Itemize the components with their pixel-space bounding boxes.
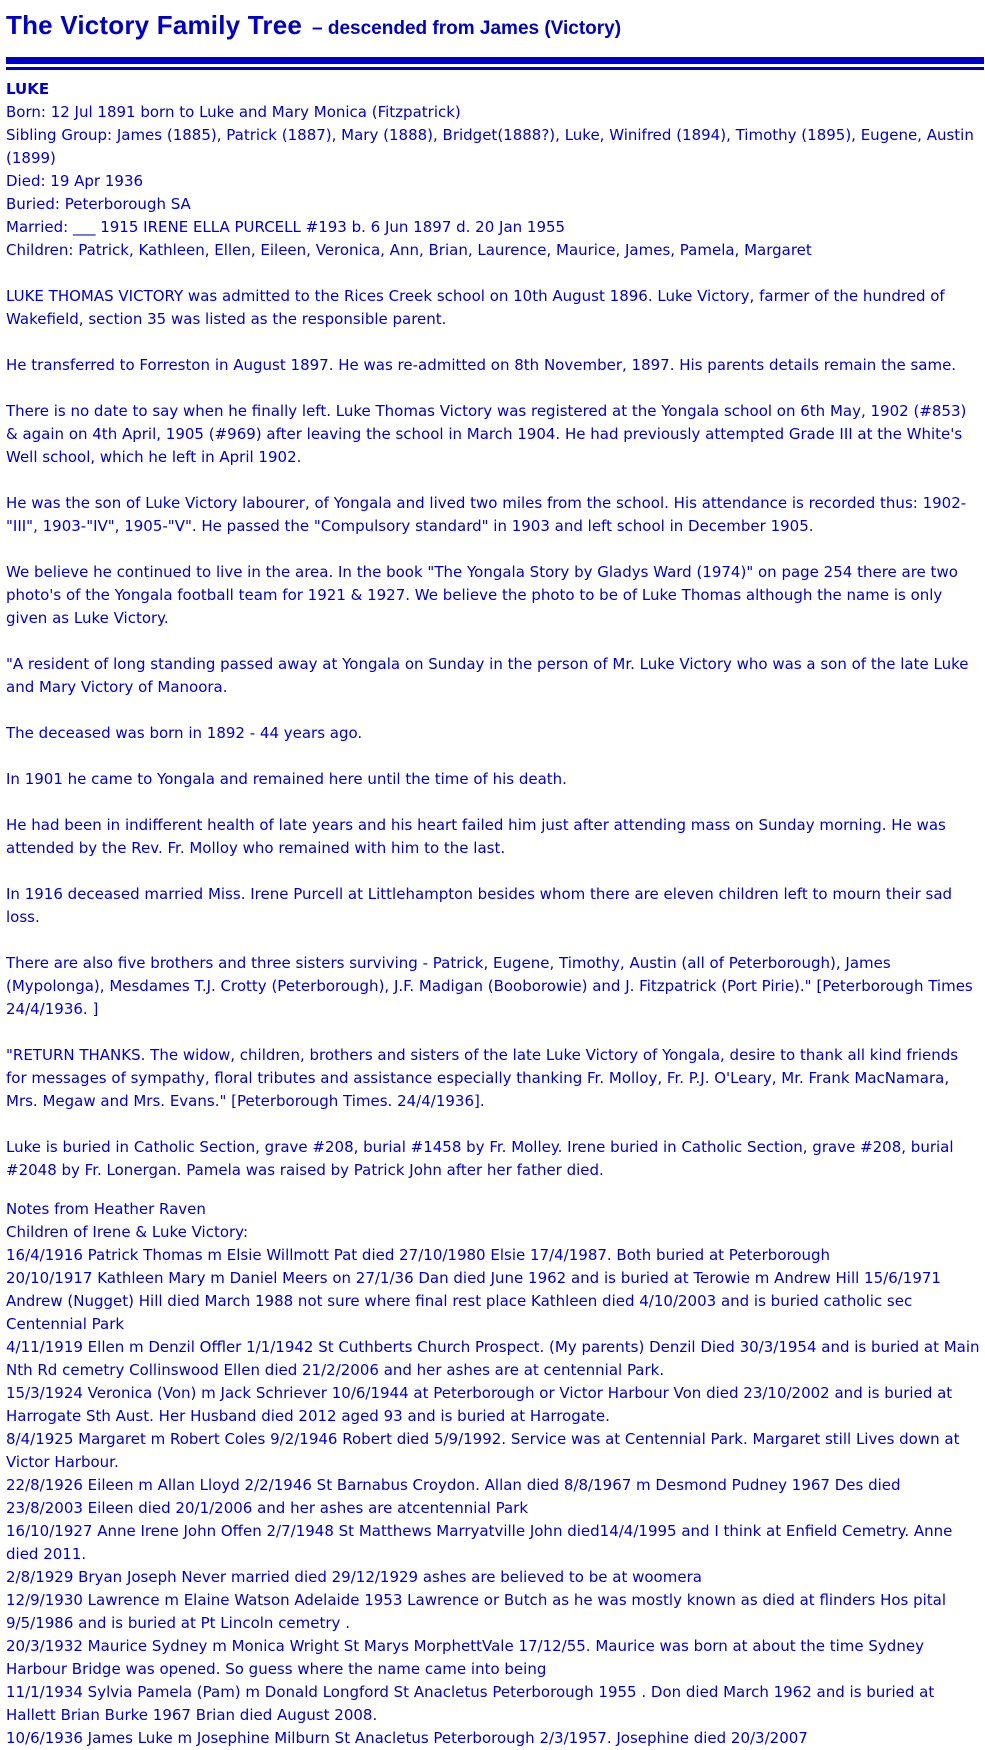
child-note: 2/8/1929 Bryan Joseph Never married died 29/12/1929 ashes are believed to be at woomera <box>6 1568 702 1586</box>
notes-section <box>6 1198 981 1750</box>
obituary-paragraph: "A resident of long standing passed away at Yongala on Sunday in the person of Mr. Luke Victory who was a son of the late Luke and Mary Victory of Manoora. <box>6 655 969 696</box>
obituary-paragraph: In 1916 deceased married Miss. Irene Purcell at Littlehampton besides whom there are eleven children left to mourn their sad loss. <box>6 885 953 926</box>
buried-fact: Buried: Peterborough SA <box>6 195 191 213</box>
biography-paragraph: LUKE THOMAS VICTORY was admitted to the Rices Creek school on 10th August 1896. Luke Victory, farmer of the hundred of Wakefield, section 35 was listed as the responsible parent. <box>6 287 945 328</box>
obituary-paragraph: In 1901 he came to Yongala and remained here until the time of his death. <box>6 770 567 788</box>
sibling-group-fact: Sibling Group: James (1885), Patrick (1887), Mary (1888), Bridget(1888?), Luke, Winifred (1894), Timothy (1895), Eugene, Austin (1899) <box>6 126 974 167</box>
child-note: 8/4/1925 Margaret m Robert Coles 9/2/1946 Robert died 5/9/1992. Service was at Centennial Park. Margaret still Lives down at Victor Harbour. <box>6 1430 960 1471</box>
burial-paragraph: Luke is buried in Catholic Section, grave #208, burial #1458 by Fr. Molley. Irene buried in Catholic Section, grave #208, burial #2048 by Fr. Lonergan. Pamela was raised by Patrick John after her father died. <box>6 1138 954 1179</box>
child-note: 15/3/1924 Veronica (Von) m Jack Schriever 10/6/1944 at Peterborough or Victor Harbour Von died 23/10/2002 and is buried at Harrogate Sth Aust. Her Husband died 2012 aged 93 and is buried at Harrogate. <box>6 1384 953 1425</box>
notes-heading: Notes from Heather Raven <box>6 1200 206 1218</box>
person-name: LUKE <box>6 80 50 98</box>
biography-paragraph: He was the son of Luke Victory labourer, of Yongala and lived two miles from the school. His attendance is recorded thus: 1902-"III", 1903-"IV", 1905-"V". He passed the "Compulsory standard" in 1903 and left school in December 1905. <box>6 494 967 535</box>
biography-paragraph: There is no date to say when he finally left. Luke Thomas Victory was registered at the Yongala school on 6th May, 1902 (#853) & again on 4th April, 1905 (#969) after leaving the school in March 1904. He had previously attempted Grade III at the White's Well school, which he left in April 1902. <box>6 402 967 466</box>
biography-paragraph: We believe he continued to live in the area. In the book "The Yongala Story by Gladys Ward (1974)" on page 254 there are two photo's of the Yongala football team for 1921 & 1927. We believe the photo to be of Luke Thomas although the name is only given as Luke Victory. <box>6 563 958 627</box>
children-fact: Children: Patrick, Kathleen, Ellen, Eileen, Veronica, Ann, Brian, Laurence, Maurice, James, Pamela, Margaret <box>6 241 812 259</box>
child-note: 4/11/1919 Ellen m Denzil Offler 1/1/1942 St Cuthberts Church Prospect. (My parents) Denzil Died 30/3/1954 and is buried at Main Nth Rd cemetry Collinswood Ellen died 21/2/2006 and her ashes are at centennial Park. <box>6 1338 980 1379</box>
child-note: 16/10/1927 Anne Irene John Offen 2/7/1948 St Matthews Marryatville John died14/4/1995 and I think at Enfield Cemetry. Anne died 2011. <box>6 1522 953 1563</box>
child-note: 11/1/1934 Sylvia Pamela (Pam) m Donald Longford St Anacletus Peterborough 1955 . Don died March 1962 and is buried at Hallett Brian Burke 1967 Brian died August 2008. <box>6 1683 935 1724</box>
child-note: 20/3/1932 Maurice Sydney m Monica Wright St Marys MorphettVale 17/12/55. Maurice was born at about the time Sydney Harbour Bridge was opened. So guess where the name came into being <box>6 1637 924 1678</box>
child-note: 20/10/1917 Kathleen Mary m Daniel Meers on 27/1/36 Dan died June 1962 and is buried at Terowie m Andrew Hill 15/6/1971 Andrew (Nugget) Hill died March 1988 not sure where final rest place Kathleen died 4/10/2003 and is buried catholic sec Centennial Park <box>6 1269 941 1333</box>
header-divider-thin <box>6 67 984 70</box>
page-title: The Victory Family Tree <box>6 10 303 40</box>
obituary-paragraph: He had been in indifferent health of late years and his heart failed him just after attending mass on Sunday morning. He was attended by the Rev. Fr. Molloy who remained with him to the last. <box>6 816 946 857</box>
died-fact: Died: 19 Apr 1936 <box>6 172 144 190</box>
child-note: 22/8/1926 Eileen m Allan Lloyd 2/2/1946 St Barnabus Croydon. Allan died 8/8/1967 m Desmond Pudney 1967 Des died 23/8/2003 Eileen died 20/1/2006 and her ashes are atcentennial Park <box>6 1476 901 1517</box>
page-header <box>6 10 979 41</box>
spacer <box>6 262 981 285</box>
child-note: 10/6/1936 James Luke m Josephine Milburn St Anacletus Peterborough 2/3/1957. Josephine died 20/3/2007 <box>6 1729 808 1747</box>
obituary-paragraph: The deceased was born in 1892 - 44 years ago. <box>6 724 363 742</box>
born-fact: Born: 12 Jul 1891 born to Luke and Mary Monica (Fitzpatrick) <box>6 103 461 121</box>
biography-paragraph: He transferred to Forreston in August 1897. He was re-admitted on 8th November, 1897. His parents details remain the same. <box>6 356 957 374</box>
notes-subheading: Children of Irene & Luke Victory: <box>6 1223 249 1241</box>
child-note: 16/4/1916 Patrick Thomas m Elsie Willmott Pat died 27/10/1980 Elsie 17/4/1987. Both buried at Peterborough <box>6 1246 831 1264</box>
married-fact: Married: ___ 1915 IRENE ELLA PURCELL #193 b. 6 Jun 1897 d. 20 Jan 1955 <box>6 218 566 236</box>
child-note: 12/9/1930 Lawrence m Elaine Watson Adelaide 1953 Lawrence or Butch as he was mostly known as died at flinders Hos pital 9/5/1986 and is buried at Pt Lincoln cemetry . <box>6 1591 947 1632</box>
person-record <box>6 78 981 1750</box>
return-thanks-paragraph: "RETURN THANKS. The widow, children, brothers and sisters of the late Luke Victory of Yongala, desire to thank all kind friends for messages of sympathy, floral tributes and assistance especially thanking Fr. Molloy, Fr. P.J. O'Leary, Mr. Frank MacNamara, Mrs. Megaw and Mrs. Evans." [Peterborough Times. 24/4/1936]. <box>6 1046 959 1110</box>
header-divider-thick <box>6 57 984 64</box>
obituary-paragraph: There are also five brothers and three sisters surviving - Patrick, Eugene, Timothy, Austin (all of Peterborough), James (Mypolonga), Mesdames T.J. Crotty (Peterborough), J.F. Madigan (Booborowie) and J. Fitzpatrick (Port Pirie)." [Peterborough Times 24/4/1936. ] <box>6 954 973 1018</box>
page-subtitle: – descended from James (Victory) <box>312 18 622 39</box>
